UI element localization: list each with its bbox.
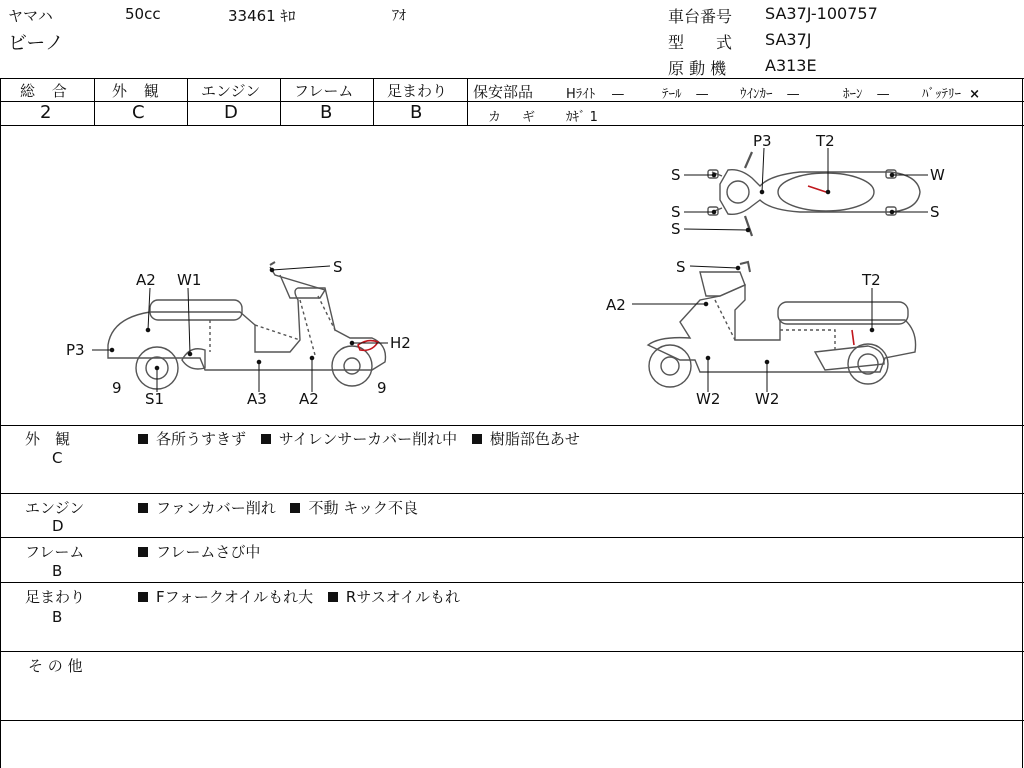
- label-right-w2b: W2: [755, 390, 780, 408]
- label-top-w: W: [930, 166, 945, 184]
- label-left-a3: A3: [247, 390, 267, 408]
- color: ｱｵ: [392, 8, 406, 24]
- remark-frame-label: フレーム: [25, 543, 85, 561]
- label-left-a2b: A2: [299, 390, 319, 408]
- label-left-9a: 9: [112, 379, 122, 397]
- remark-engine-items: [138, 497, 418, 518]
- remark-exterior-grade: C: [52, 449, 63, 467]
- maker: ヤマハ: [8, 7, 53, 25]
- label-left-s: S: [333, 258, 343, 276]
- label-right-s: S: [676, 258, 686, 276]
- exterior-label: 外 観: [112, 82, 165, 100]
- label-left-a2: A2: [136, 271, 156, 289]
- frame-no: SA37J-100757: [765, 4, 878, 23]
- displacement: 50cc: [125, 5, 161, 23]
- label-top-p3: P3: [753, 132, 772, 150]
- remark-item: フレームさび中: [156, 543, 261, 561]
- remark-suspension-grade: B: [52, 608, 63, 626]
- remark-item: 樹脂部色あせ: [489, 430, 580, 448]
- type-label: 型 式: [668, 33, 733, 52]
- remark-other-label: そ の 他: [28, 657, 83, 675]
- label-left-p3: P3: [66, 341, 85, 359]
- overall-grade: 2: [40, 102, 52, 123]
- mileage: 33461 ｷﾛ: [228, 7, 296, 25]
- frame-no-label: 車台番号: [668, 7, 733, 26]
- remark-engine-label: エンジン: [25, 499, 85, 517]
- remark-item: Fフォークオイルもれ大: [156, 588, 314, 606]
- label-top-t2: T2: [816, 132, 835, 150]
- safety-horn: ﾎｰﾝ —: [843, 87, 890, 102]
- remark-suspension-items: [138, 586, 460, 607]
- label-left-9b: 9: [377, 379, 387, 397]
- model-name: ビーノ: [8, 32, 64, 54]
- remark-engine-grade: D: [52, 517, 64, 535]
- remark-item: 不動 キック不良: [308, 499, 418, 517]
- label-right-t2: T2: [862, 271, 881, 289]
- safety-tail: ﾃｰﾙ —: [662, 87, 709, 102]
- label-left-s1: S1: [145, 390, 165, 408]
- frame-label: フレーム: [294, 82, 354, 100]
- suspension-label: 足まわり: [387, 82, 448, 100]
- frame-grade: B: [320, 102, 333, 123]
- label-top-s4: S: [930, 203, 940, 221]
- key-label: カ ギ: [488, 110, 540, 125]
- remark-exterior-items: [138, 428, 580, 449]
- remark-item: ファンカバー削れ: [156, 499, 276, 517]
- remark-exterior-label: 外 観: [25, 430, 71, 448]
- label-right-w2a: W2: [696, 390, 721, 408]
- scooter-top-view: [708, 152, 920, 236]
- safety-winker: ｳｲﾝｶｰ —: [740, 87, 800, 102]
- remark-suspension-label: 足まわり: [25, 588, 86, 606]
- label-top-s2: S: [671, 203, 681, 221]
- safety-headlight: Hﾗｲﾄ —: [566, 87, 625, 102]
- label-left-h2: H2: [390, 334, 411, 352]
- engine-model-label: 原 動 機: [668, 59, 727, 78]
- engine-grade: D: [224, 102, 238, 123]
- key-value: ｶｷﾞ 1: [566, 110, 598, 125]
- overall-label: 総 合: [20, 82, 73, 100]
- label-right-a2: A2: [606, 296, 626, 314]
- safety-battery: ﾊﾞｯﾃﾘｰ ×: [922, 87, 981, 102]
- suspension-grade: B: [410, 102, 423, 123]
- exterior-grade: C: [132, 102, 145, 123]
- type-value: SA37J: [765, 30, 812, 49]
- engine-model: A313E: [765, 56, 817, 75]
- remark-item: サイレンサーカバー削れ中: [278, 430, 458, 448]
- remark-frame-items: [138, 541, 260, 562]
- engine-label: エンジン: [201, 82, 261, 100]
- label-left-w1: W1: [177, 271, 202, 289]
- remark-frame-grade: B: [52, 562, 63, 580]
- label-top-s3: S: [671, 220, 681, 238]
- remark-item: Rサスオイルもれ: [345, 588, 460, 606]
- remark-item: 各所うすきず: [156, 430, 247, 448]
- label-top-s1: S: [671, 166, 681, 184]
- safety-label: 保安部品: [473, 83, 534, 101]
